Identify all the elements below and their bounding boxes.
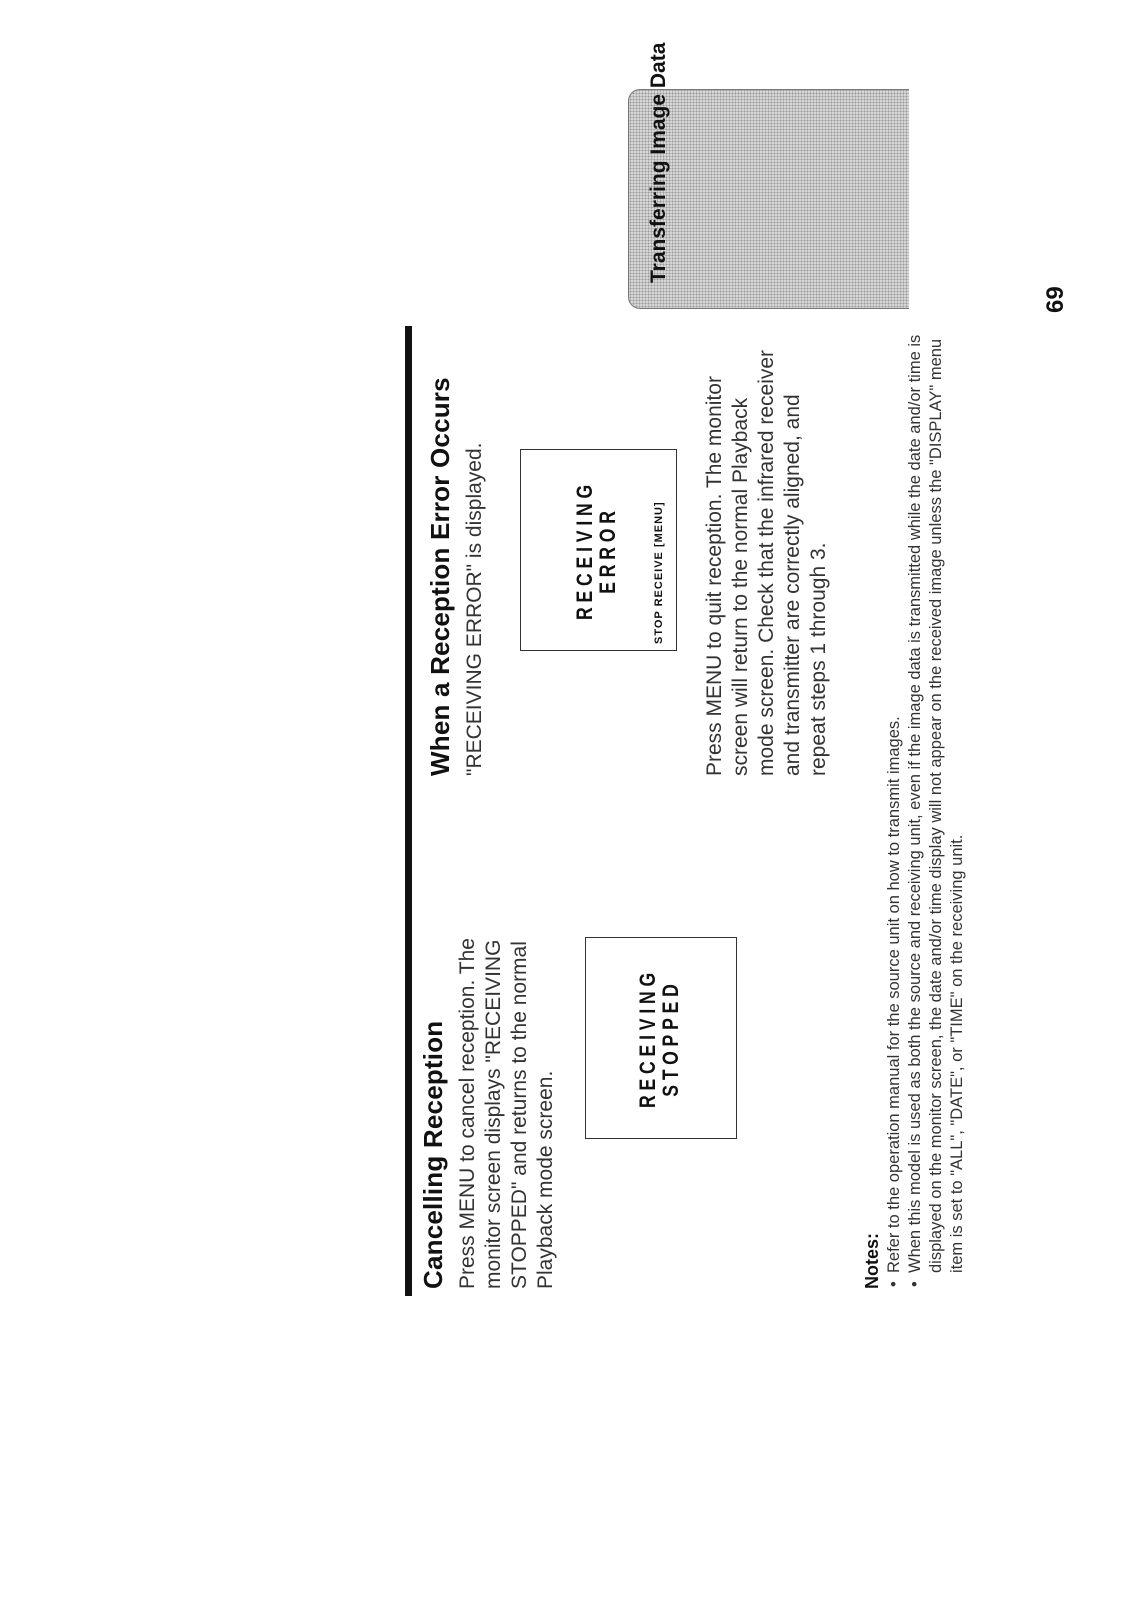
error-heading: When a Reception Error Occurs <box>425 377 455 776</box>
cancelling-heading: Cancelling Reception <box>418 1020 448 1289</box>
bullet-icon: • <box>906 1281 924 1287</box>
section-tab-label: Transferring Image Data <box>647 42 670 283</box>
page-number: 69 <box>1042 286 1069 313</box>
stopped-line-2: STOPPED <box>658 979 683 1097</box>
note-item <box>905 314 968 1289</box>
receiving-stopped-screen <box>585 937 737 1139</box>
notes-list <box>884 314 968 1289</box>
note-text: Refer to the operation manual for the source unit on how to transmit images. <box>885 716 903 1273</box>
stopped-line-1: RECEIVING <box>635 967 660 1109</box>
error-intro: "RECEIVING ERROR" is displayed. <box>463 442 486 776</box>
error-footer: STOP RECEIVE [MENU] <box>653 501 665 644</box>
note-item <box>884 314 905 1289</box>
cancelling-body: Press MENU to cancel reception. The monitor screen displays "RECEIVING STOPPED" and returns to the normal Playback mode screen. <box>456 938 557 1289</box>
receiving-error-screen <box>520 449 677 651</box>
note-text: When this model is used as both the source and receiving unit, even if the image data is transmitted while the date and/or time is displayed on the monitor screen, the date and/or time display will not appear on the received image unless the "DISPLAY" menu item is set to "ALL", "DATE", or "TIME" on the receiving unit. <box>906 334 966 1273</box>
section-rule <box>405 326 412 1296</box>
error-line-2: ERROR <box>595 506 620 594</box>
error-body: Press MENU to quit reception. The monitor screen will return to the normal Playback mode screen. Check that the infrared receiver and transmitter are correctly aligned, and repeat steps 1 through 3. <box>703 349 830 776</box>
error-line-1: RECEIVING <box>572 479 597 621</box>
bullet-icon: • <box>885 1281 903 1287</box>
notes-title: Notes: <box>862 1232 882 1289</box>
